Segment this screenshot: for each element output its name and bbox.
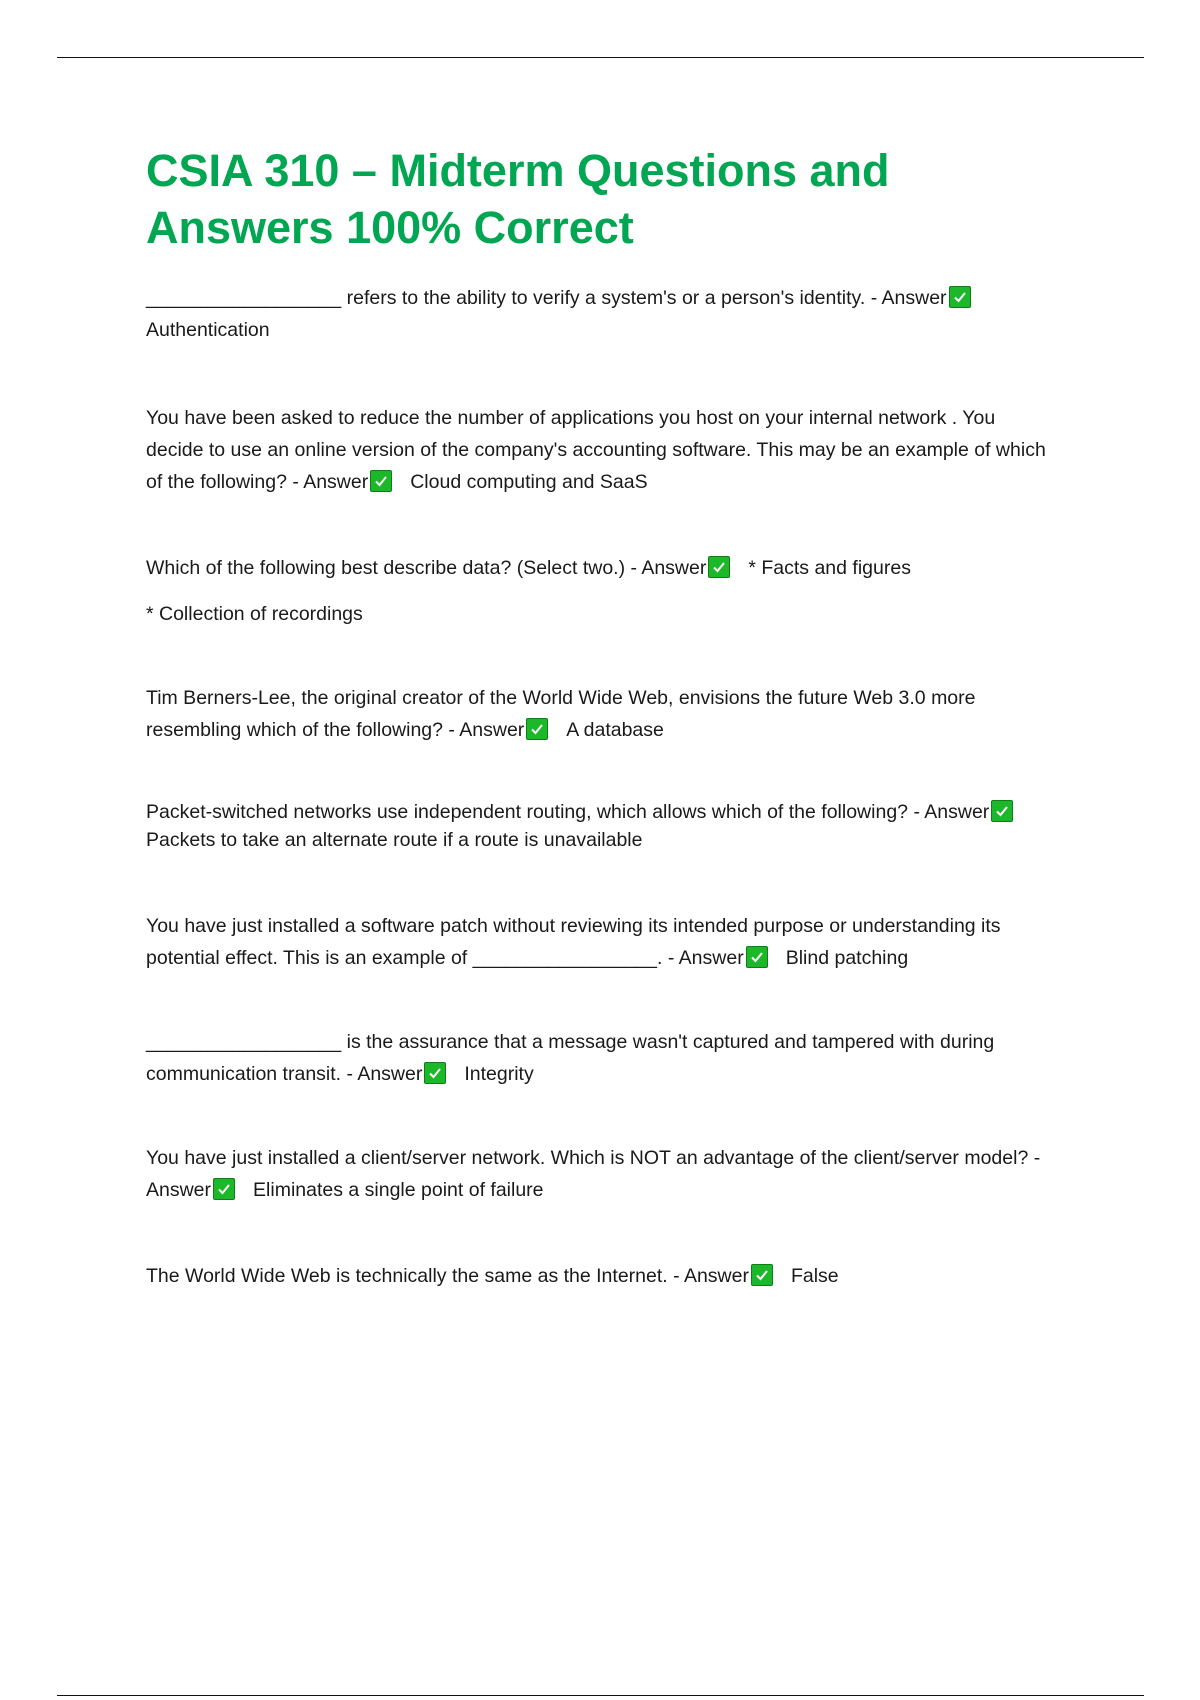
question-text: The World Wide Web is technically the same as the Internet. bbox=[146, 1265, 668, 1287]
answer-text: Blind patching bbox=[785, 947, 909, 969]
answer-marker: - Answer bbox=[673, 1265, 749, 1287]
question-text-line-2: decide to use an online version of the company's accounting software. This may be an example of which bbox=[146, 439, 1046, 461]
answer-text: A database bbox=[566, 719, 664, 741]
answer-marker: - Answer bbox=[913, 801, 990, 823]
qa-item-1 bbox=[146, 282, 1086, 346]
qa-item-6 bbox=[146, 910, 1086, 974]
question-text: Packet-switched networks use independent routing, which allows which of the following? bbox=[146, 801, 909, 823]
qa-item-3 bbox=[146, 552, 1086, 584]
qa-item-3-extra bbox=[146, 598, 1086, 630]
title-line-2: Answers 100% Correct bbox=[146, 202, 634, 253]
answer-text: * Facts and figures bbox=[748, 557, 911, 579]
qa-item-9 bbox=[146, 1260, 1086, 1292]
title-line-1: CSIA 310 – Midterm Questions and bbox=[146, 145, 890, 196]
question-text-line-2: resembling which of the following? bbox=[146, 719, 443, 741]
question-text-line-2: potential effect. This is an example of _________________. bbox=[146, 947, 663, 969]
check-mark-icon bbox=[746, 946, 768, 968]
question-text-line-2: Answer bbox=[146, 1179, 212, 1201]
answer-marker: - Answer bbox=[667, 947, 744, 969]
check-mark-icon bbox=[424, 1062, 446, 1084]
answer-marker: - Answer bbox=[292, 471, 369, 493]
answer-text-extra: * Collection of recordings bbox=[146, 603, 363, 625]
header-rule bbox=[57, 57, 1144, 58]
answer-marker: - Answer bbox=[870, 287, 947, 309]
answer-text: Authentication bbox=[146, 319, 270, 341]
qa-item-2 bbox=[146, 402, 1086, 498]
document-body bbox=[146, 142, 1086, 1292]
question-text-line-3: of the following? bbox=[146, 471, 287, 493]
check-mark-icon bbox=[751, 1264, 773, 1286]
check-mark-icon bbox=[213, 1178, 235, 1200]
answer-text: Eliminates a single point of failure bbox=[253, 1179, 544, 1201]
answer-marker: - Answer bbox=[346, 1063, 423, 1085]
qa-item-5 bbox=[146, 798, 1086, 854]
question-text-line-1: You have just installed a client/server network. Which is NOT an advantage of the client/server model? - bbox=[146, 1147, 1041, 1169]
answer-marker: - Answer bbox=[630, 557, 707, 579]
question-text-line-2: communication transit. bbox=[146, 1063, 342, 1085]
answer-marker: - Answer bbox=[448, 719, 525, 741]
question-text-line-1: You have just installed a software patch without reviewing its intended purpose or understanding its bbox=[146, 915, 1001, 937]
check-mark-icon bbox=[526, 718, 548, 740]
qa-item-7 bbox=[146, 1026, 1086, 1090]
check-mark-icon bbox=[991, 800, 1013, 822]
document-title bbox=[146, 142, 1086, 256]
question-text: __________________ refers to the ability to verify a system's or a person's identity. bbox=[146, 287, 866, 309]
footer-rule bbox=[57, 1695, 1144, 1696]
answer-text: Cloud computing and SaaS bbox=[410, 471, 648, 493]
check-mark-icon bbox=[949, 286, 971, 308]
answer-text: False bbox=[790, 1265, 839, 1287]
check-mark-icon bbox=[708, 556, 730, 578]
question-text-line-1: __________________ is the assurance that a message wasn't captured and tampered with during bbox=[146, 1031, 995, 1053]
answer-text: Packets to take an alternate route if a route is unavailable bbox=[146, 829, 643, 851]
answer-text: Integrity bbox=[464, 1063, 534, 1085]
qa-item-8 bbox=[146, 1142, 1086, 1206]
question-text-line-1: You have been asked to reduce the number of applications you host on your internal network . You bbox=[146, 407, 996, 429]
qa-item-4 bbox=[146, 682, 1086, 746]
question-text-line-1: Tim Berners-Lee, the original creator of the World Wide Web, envisions the future Web 3.0 more bbox=[146, 687, 976, 709]
check-mark-icon bbox=[370, 470, 392, 492]
question-text: Which of the following best describe data? (Select two.) bbox=[146, 557, 626, 579]
